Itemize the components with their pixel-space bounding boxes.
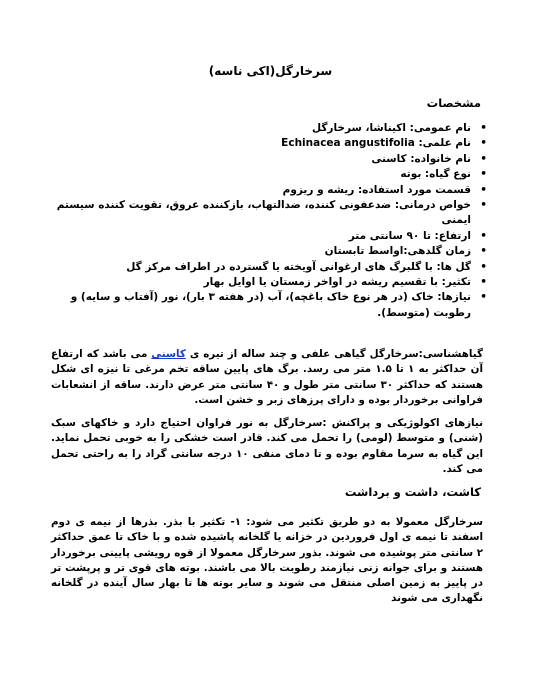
cultivation-paragraph: سرخارگل معمولا به دو طریق تکثیر می شود: ۱- تکثیر با بذر. بذرها از نیمه ی دوم اسفند تا نیمه ی اول فروردین در خزانه یا گلخانه پاشیده شده و با خاک تا عمق حداکثر ۲ سانتی متر پوشیده می شوند. بذور سرخارگل معمولا از قوه رویشی پایینی برخوردار هستند و برای جوانه زنی نیازمند رطوبت بالا می باشند. بوته های قوی تر و پرپشت تر در پاییز به زمین اصلی منتقل می شوند و سایر بوته ها تا بهار سال آینده در گلخانه نگهداری می شوند — [51, 516, 483, 605]
family-link[interactable]: کاسنی — [151, 348, 186, 360]
spec-height: • ارتفاع: تا ۹۰ سانتی متر — [53, 229, 471, 244]
page-title: سرخارگل(اکی ناسه) — [208, 64, 333, 78]
family-label: نام خانواده: — [410, 152, 471, 165]
spec-requirements: • نیازها: خاک (در هر نوع خاک باغچه)، آب (در هفته ۳ بار)، نور (آفتاب و سایه) و رطوبت (متوسط). — [53, 290, 471, 321]
botany-text-rest: می باشد که ارتفاع آن حداکثر به ۱ تا ۱.۵ متر می رسد. برگ های پایین ساقه تخم مرغی تا نیزه ای شکل هستند که حداکثر ۳۰ سانتی متر طول و ۴۰ سانتی متر عرض دارند. ساقه از انشعابات فراوانی برخوردار بوده و دارای پرزهای زبر و خشن است. — [51, 348, 484, 406]
scientific-name-label: نام علمی: — [418, 137, 471, 150]
cultivation-heading: کاشت، داشت و برداشت — [344, 485, 481, 499]
spec-common-name: • نام عمومی: اکیناشا، سرخارگل — [53, 121, 471, 136]
family-value: کاسنی — [371, 152, 407, 165]
spec-flowering-time: • زمان گلدهی:اواسط تابستان — [53, 244, 471, 259]
ecology-paragraph: نیازهای اکولوژیکی و پراکنش :سرخارگل به نور فراوان احتیاج دارد و خاکهای سبک (شنی) و متوسط (لومی) را تحمل می کند. قادر است خشکی را به خوبی تحمل نماید. این گیاه به سرما مقاوم بوده و تا دمای منفی ۱۰ درجه سانتی گراد را به راحتی تحمل می کند. — [51, 417, 483, 475]
spec-scientific-name — [53, 136, 471, 151]
specs-list — [53, 121, 489, 321]
scientific-name-value: Echinacea angustifolia — [281, 137, 415, 150]
spec-medicinal-properties: • خواص درمانی: ضدعفونی کننده، ضدالتهاب، بازکننده عروق، تقویت کننده سیستم ایمنی — [53, 198, 471, 229]
spec-used-part: • قسمت مورد استفاده: ریشه و ریزوم — [53, 183, 471, 198]
specs-heading: مشخصات — [426, 96, 481, 110]
botany-paragraph — [51, 347, 483, 408]
spec-flowers: • گل ها: با گلبرگ های ارغوانی آویخته یا گسترده در اطراف مرکز گل — [53, 260, 471, 275]
spec-plant-type: • نوع گیاه: بوته — [53, 167, 471, 182]
spec-family — [53, 152, 471, 167]
botany-text-start: گیاهشناسی:سرخارگل گیاهی علفی و چند ساله از تیره ی — [189, 348, 483, 360]
spec-propagation: • تکثیر: با تقسیم ریشه در اواخر زمستان یا اوایل بهار — [53, 275, 471, 290]
